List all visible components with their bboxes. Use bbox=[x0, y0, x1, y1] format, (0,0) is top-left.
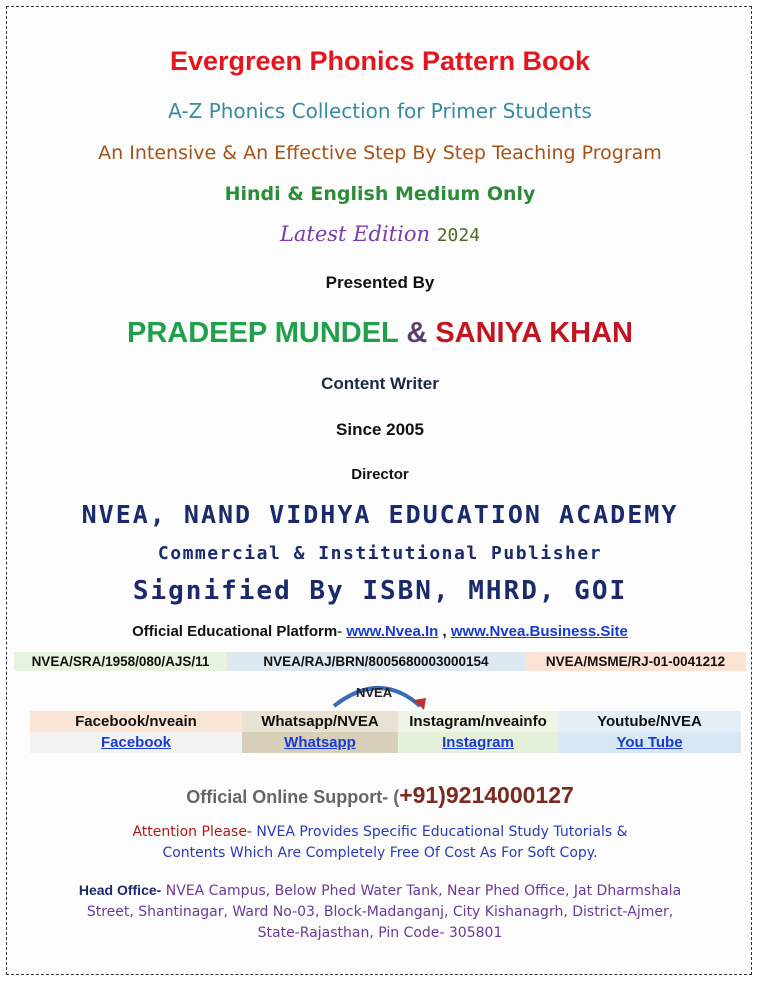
book-title: Evergreen Phonics Pattern Book bbox=[169, 46, 591, 76]
signified-line: Signified By ISBN, MHRD, GOI bbox=[132, 576, 628, 606]
head-office-label: Head Office- bbox=[78, 882, 162, 898]
support-phone: +91)9214000127 bbox=[399, 782, 574, 808]
head-office-line-1: NVEA Campus, Below Phed Water Tank, Near Phed Office, Jat Dharmshala bbox=[161, 883, 682, 899]
youtube-link[interactable]: You Tube bbox=[616, 734, 683, 751]
author-role: Content Writer bbox=[321, 374, 439, 393]
authors-line bbox=[0, 317, 760, 350]
director-label: Director bbox=[351, 466, 409, 483]
instagram-link[interactable]: Instagram bbox=[442, 734, 514, 751]
presented-by: Presented By bbox=[325, 273, 435, 292]
edition-line bbox=[0, 222, 760, 246]
registration-bar bbox=[14, 652, 746, 671]
whatsapp-link[interactable]: Whatsapp bbox=[284, 734, 356, 751]
academy-name: NVEA, NAND VIDHYA EDUCATION ACADEMY bbox=[81, 500, 679, 529]
registration-brn: NVEA/RAJ/BRN/8005680003000154 bbox=[227, 652, 525, 671]
nvea-in-link[interactable]: www.Nvea.In bbox=[346, 623, 439, 640]
tagline: An Intensive & An Effective Step By Step Teaching Program bbox=[98, 142, 662, 164]
head-office-line-3: State-Rajasthan, Pin Code- 305801 bbox=[257, 925, 503, 941]
attention-line-1: NVEA Provides Specific Educational Study Tutorials & bbox=[251, 824, 628, 840]
edition-year: 2024 bbox=[436, 225, 481, 246]
attention-block bbox=[0, 822, 760, 864]
youtube-handle: Youtube/NVEA bbox=[558, 711, 741, 732]
platform-separator: , bbox=[442, 623, 447, 640]
support-line bbox=[0, 782, 760, 809]
nvea-badge: NVEA bbox=[356, 685, 393, 700]
author-first: PRADEEP MUNDEL bbox=[126, 317, 399, 349]
attention-label: Attention Please- bbox=[132, 824, 252, 840]
registration-msme: NVEA/MSME/RJ-01-0041212 bbox=[525, 652, 746, 671]
medium-line: Hindi & English Medium Only bbox=[224, 183, 536, 205]
support-label: Official Online Support- ( bbox=[186, 787, 400, 807]
head-office-line-2: Street, Shantinagar, Ward No-03, Block-Madanganj, City Kishanagrh, District-Ajmer, bbox=[86, 904, 674, 920]
facebook-link[interactable]: Facebook bbox=[100, 734, 172, 751]
edition-label: Latest Edition bbox=[279, 222, 430, 246]
platform-label: Official Educational Platform bbox=[132, 623, 338, 640]
facebook-handle: Facebook/nveain bbox=[30, 711, 242, 732]
attention-line-2: Contents Which Are Completely Free Of Cost As For Soft Copy. bbox=[162, 845, 598, 861]
instagram-handle: Instagram/nveainfo bbox=[398, 711, 558, 732]
author-second: SANIYA KHAN bbox=[435, 317, 633, 349]
platform-dash: - bbox=[337, 623, 343, 640]
book-subtitle: A-Z Phonics Collection for Primer Students bbox=[168, 99, 592, 123]
platform-line bbox=[0, 623, 760, 640]
head-office-block bbox=[0, 880, 760, 944]
registration-sra: NVEA/SRA/1958/080/AJS/11 bbox=[14, 652, 227, 671]
social-grid bbox=[30, 711, 741, 753]
nvea-business-link[interactable]: www.Nvea.Business.Site bbox=[450, 623, 628, 640]
author-ampersand: & bbox=[406, 317, 428, 349]
since-year: Since 2005 bbox=[336, 420, 424, 439]
whatsapp-handle: Whatsapp/NVEA bbox=[242, 711, 398, 732]
publisher-line: Commercial & Institutional Publisher bbox=[157, 543, 603, 564]
